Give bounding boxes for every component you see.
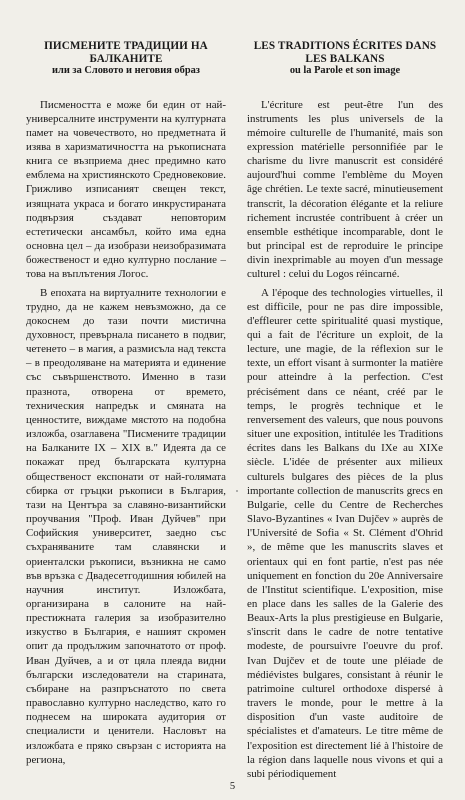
page-number: 5 — [229, 781, 236, 792]
bulgarian-column — [26, 40, 226, 771]
french-column — [247, 40, 443, 785]
bulgarian-title-line1: ПИСМЕНИТЕ ТРАДИЦИИ НА — [44, 40, 208, 52]
bulgarian-subtitle: или за Словото и неговия образ — [52, 65, 200, 76]
french-title — [247, 40, 443, 65]
bulgarian-title — [26, 40, 226, 65]
french-title-line1: LES TRADITIONS ÉCRITES DANS — [253, 40, 437, 52]
bulgarian-title-line2: БАЛКАНИТЕ — [89, 52, 163, 65]
column-divider-dot — [236, 490, 238, 492]
french-title-line2: LES BALKANS — [305, 52, 385, 65]
french-subtitle: ou la Parole et son image — [289, 65, 401, 76]
french-paragraph-2: A l'époque des technologies virtuelles, il est difficile, pour ne pas dire impossible, d'effleurer cette spiritualité quasi mystique, qui a fait de l'écriture un exploit, de la lecture, une magie, de la réflexion sur le texte, un effort visant à surmonter la matière pour atteindre à la perfection. C'est précisément dans ce néant, créé par le temps, le progrès technique et le renversement des valeurs, que nous pouvons situer une exposition, intitulée les Traditions écrites dans les Balkans du IXe au XIXe siècle. L'idée de présenter aux milieux culturels bulgares des pièces de la plus importante collection de manuscrits grecs en Bulgarie, celle du Centre de Recherches Slavo-Byzantines « Ivan Dujčev » auprès de l'Université de Sofia « St. Clément d'Ohrid », de même que les manuscrits slaves et orientaux qui en font partie, n'est pas née uniquement en fonction du 20e Anniversaire de l'Institut scientifique. L'exposition, mise en place dans les salles de la Galerie des Beaux-Arts la plus prestigieuse en Bulgarie, s'inscrit dans le cadre de notre tentative modeste, de poursuivre l'oeuvre du prof. Ivan Dujčev et de toute une pléiade de médiévistes bulgares, consistant à réunir le patrimoine culturel orthodoxe dispersé à travers le monde, pour le mettre à la disposition d'un vaste auditoire de spécialistes et d'amateurs. Le titre même de l'exposition est directement lié à l'histoire de la région dans laquelle nous vivons et qui a subi périodiquement — [247, 286, 443, 780]
bulgarian-paragraph-1: Писмеността е може би един от най-универсалните инструменти на културната памет на човечеството, но предметната й изява в харизматичността на ръкописната книга се възприема днес предимно като емблема на християнското Средновековие. Грижливо изписаният свещен текст, изящната украса и богато инкрустираната подвързия създават неповторим естетически ансамбъл, който има една основна цел – да изобрази неизобразимата божественост и едно културно послание – това на въплътения Логос. — [26, 98, 226, 281]
french-paragraph-1: L'écriture est peut-être l'un des instruments les plus universels de la mémoire culturelle de l'humanité, mais son expression matérielle personnifiée par le charisme du livre manuscrit est considéré aujourd'hui comme l'emblème du Moyen âge chrétien. Le texte sacré, minutieusement transcrit, la décoration élégante et la reliure richement incrustée contribuent à créer un ensemble esthétique incomparable, dont le but principal est de reproduire le principe divin inexprimable au moyen d'un message culturel : celui du Logos réincarné. — [247, 98, 443, 281]
bulgarian-paragraph-2: В епохата на виртуалните технологии е трудно, да не кажем невъзможно, да се докоснем до тази почти мистична духовност, превърнала писането в подвиг, четенето – в магия, а размисъла над текста – в преодоляване на материята и единение със съвършенството. Именно в тази празнота, отворена от времето, техническия напредък и смяната на ценностите, виждаме мястото на подобна изложба, озаглавена "Писмените традиции на Балканите IX – XIX в." Идеята да се покажат пред българската културна общественост експонати от най-голямата сбирка от гръцки ръкописи в България, тази на Центъра за славяно-византийски проучвания "Проф. Иван Дуйчев" при Софийския университет, заедно със съхраняваните там славянски и ориенталски ръкописи, възникна не само във връзка с Двадесетгодишния юбилей на научния институт. Изложбата, организирана в салоните на най-престижната галерия за изобразително изкуство в България, е нашият скромен опит да продължим започнатото от проф. Иван Дуйчев, а и от цяла плеяда видни български изследователи на старината, събиране на разпръснатото по света православно културно наследство, като го поднесем на широката аудитория от специалисти и ценители. Насловът на изложбата е пряко свързан с историята на региона, — [26, 286, 226, 766]
